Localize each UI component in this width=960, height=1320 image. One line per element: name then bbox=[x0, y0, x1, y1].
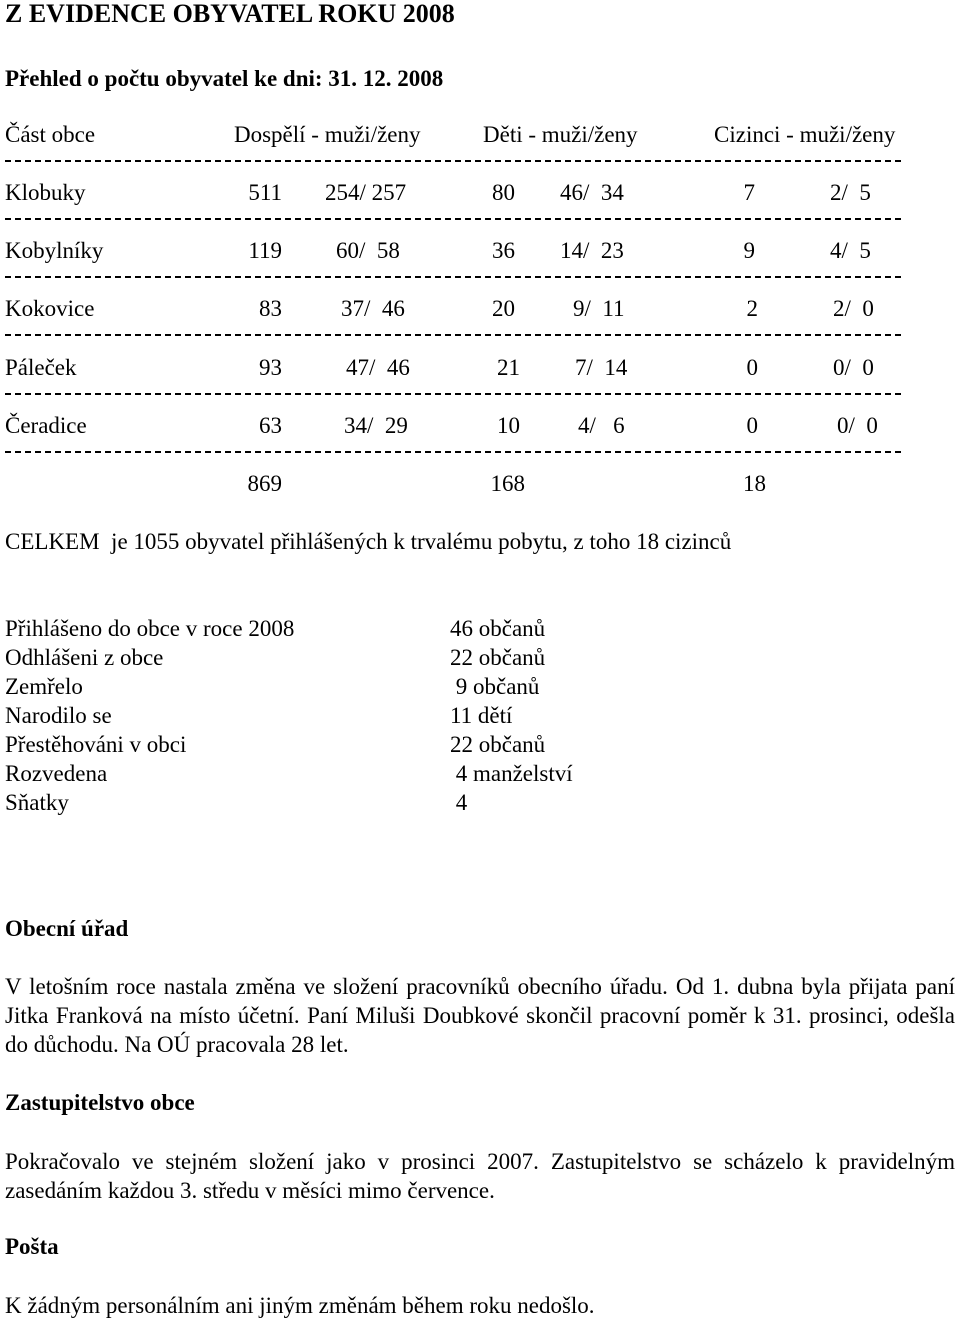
cell-adults: 511 bbox=[248, 180, 282, 205]
cell-part: Čeradice bbox=[5, 413, 87, 438]
cell-adults: 93 bbox=[259, 355, 282, 380]
section-text: V letošním roce nastala změna ve složení pracovníků obecního úřadu. Od 1. dubna byla přijata paní Jitka Franková na místo účetní. Paní Miluši Doubkové skončil pracovní poměr k 31. prosinci, odešla do důchodu. Na OÚ pracovala 28 let. bbox=[5, 974, 955, 1057]
cell-children-split: 4/ 6 bbox=[578, 413, 625, 438]
cell-adults: 83 bbox=[259, 296, 282, 321]
section-heading: Pošta bbox=[5, 1234, 59, 1259]
cell-adults: 63 bbox=[259, 413, 282, 438]
cell-adults-split: 60/ 58 bbox=[336, 238, 400, 263]
cell-foreigners: 0 bbox=[746, 355, 758, 380]
summary-text: CELKEM je 1055 obyvatel přihlášených k trvalému pobytu, z toho 18 cizinců bbox=[5, 529, 732, 554]
column-header-foreigners: Cizinci - muži/ženy bbox=[714, 122, 896, 147]
stat-value: 9 občanů bbox=[450, 674, 540, 699]
cell-foreigners-split: 0/ 0 bbox=[837, 413, 878, 438]
cell-part: Kokovice bbox=[5, 296, 95, 321]
cell-adults-split: 34/ 29 bbox=[344, 413, 408, 438]
cell-foreigners: 7 bbox=[743, 180, 755, 205]
cell-children: 80 bbox=[492, 180, 515, 205]
section-text: Pokračovalo ve stejném složení jako v prosinci 2007. Zastupitelstvo se scházelo k pravidelným zasedáním každou 3. středu v měsíci mimo července. bbox=[5, 1149, 955, 1203]
total-adults: 869 bbox=[247, 471, 282, 496]
divider bbox=[5, 160, 901, 162]
cell-children-split: 14/ 23 bbox=[560, 238, 624, 263]
section-heading: Obecní úřad bbox=[5, 916, 129, 941]
stat-label: Zemřelo bbox=[5, 674, 83, 699]
stat-label: Odhlášeni z obce bbox=[5, 645, 164, 670]
stat-value: 22 občanů bbox=[450, 645, 546, 670]
cell-part: Kobylníky bbox=[5, 238, 104, 263]
stat-value: 4 manželství bbox=[450, 761, 573, 786]
divider bbox=[5, 218, 901, 220]
page-subtitle: Přehled o počtu obyvatel ke dni: 31. 12. 2008 bbox=[5, 66, 444, 91]
divider bbox=[5, 276, 901, 278]
cell-foreigners-split: 4/ 5 bbox=[830, 238, 871, 263]
stat-value: 22 občanů bbox=[450, 732, 546, 757]
cell-part: Páleček bbox=[5, 355, 77, 380]
cell-part: Klobuky bbox=[5, 180, 86, 205]
divider bbox=[5, 393, 901, 395]
cell-adults-split: 37/ 46 bbox=[341, 296, 405, 321]
page-title: Z EVIDENCE OBYVATEL ROKU 2008 bbox=[5, 0, 455, 28]
column-header-adults: Dospělí - muži/ženy bbox=[234, 122, 421, 147]
cell-adults-split: 254/ 257 bbox=[325, 180, 407, 205]
stat-label: Narodilo se bbox=[5, 703, 112, 728]
cell-foreigners: 9 bbox=[743, 238, 755, 263]
divider bbox=[5, 451, 901, 453]
stat-value: 4 bbox=[450, 790, 468, 815]
cell-children-split: 7/ 14 bbox=[575, 355, 628, 380]
column-header-part: Část obce bbox=[5, 122, 96, 147]
cell-adults: 119 bbox=[248, 238, 282, 263]
cell-children: 10 bbox=[497, 413, 520, 438]
cell-adults-split: 47/ 46 bbox=[346, 355, 410, 380]
section-heading: Zastupitelstvo obce bbox=[5, 1090, 195, 1115]
cell-children-split: 46/ 34 bbox=[560, 180, 624, 205]
cell-foreigners-split: 2/ 5 bbox=[830, 180, 871, 205]
stat-label: Rozvedena bbox=[5, 761, 108, 786]
section-text: K žádným personálním ani jiným změnám během roku nedošlo. bbox=[5, 1293, 595, 1318]
stat-label: Sňatky bbox=[5, 790, 69, 815]
stat-label: Přestěhováni v obci bbox=[5, 732, 187, 757]
cell-foreigners: 0 bbox=[746, 413, 758, 438]
cell-foreigners-split: 0/ 0 bbox=[833, 355, 874, 380]
stat-value: 46 občanů bbox=[450, 616, 546, 641]
cell-children-split: 9/ 11 bbox=[573, 296, 625, 321]
cell-children: 36 bbox=[492, 238, 515, 263]
total-foreigners: 18 bbox=[743, 471, 766, 496]
total-children: 168 bbox=[490, 471, 525, 496]
column-header-children: Děti - muži/ženy bbox=[483, 122, 638, 147]
cell-foreigners-split: 2/ 0 bbox=[833, 296, 874, 321]
cell-children: 21 bbox=[497, 355, 520, 380]
stat-value: 11 dětí bbox=[450, 703, 513, 728]
stat-label: Přihlášeno do obce v roce 2008 bbox=[5, 616, 295, 641]
cell-foreigners: 2 bbox=[746, 296, 758, 321]
cell-children: 20 bbox=[492, 296, 515, 321]
divider bbox=[5, 334, 901, 336]
